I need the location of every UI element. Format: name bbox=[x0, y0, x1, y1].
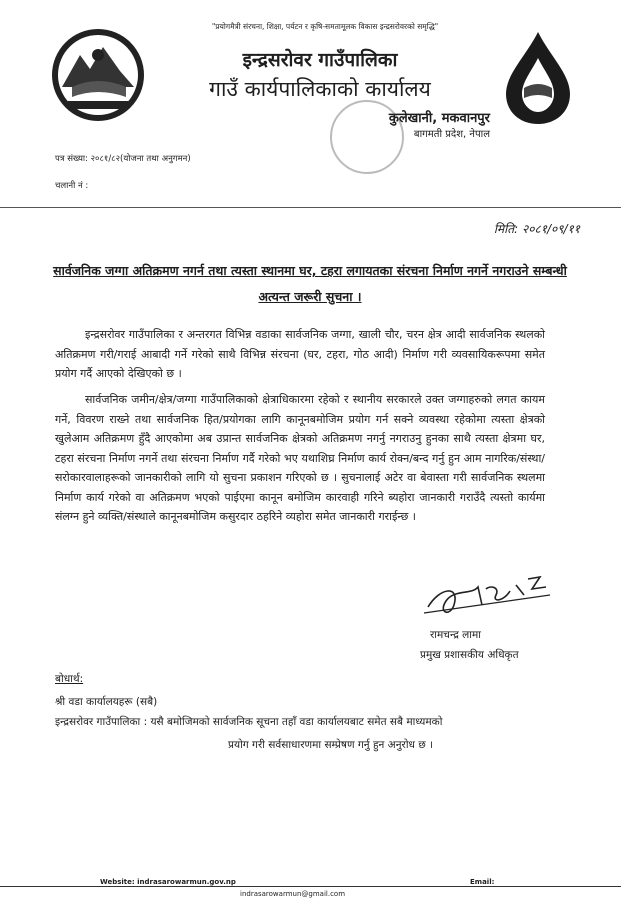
cc-line-3: प्रयोग गरी सर्वसाधारणमा सम्प्रेषण गर्नु हुन अनुरोध छ । bbox=[228, 739, 434, 751]
slogan: "प्रयोगमैत्री संरचना, शिक्षा, पर्यटन र कृषि-समतामूलक विकास इन्द्रसरोवरको समृद्धि" bbox=[211, 22, 439, 31]
body-paragraph-1: इन्द्रसरोवर गाउँपालिका र अन्तरगत विभिन्न वडाका सार्वजनिक जग्गा, खाली चौर, चरन क्षेत्र आदी सार्वजनिक स्थलको अतिक्रमण गरी/गराई आबादी गर्ने गरेको साथै विभिन्न संरचना (घर, टहरा, गोठ आदी) निर्माण गरी व्यवसायिकरूपमा समेत प्रयोग गर्दै आएको देखिएको छ । bbox=[55, 328, 545, 380]
cc-line-2: इन्द्रसरोवर गाउँपालिका : यसै बमोजिमको सार्वजनिक सूचना तहाँ वडा कार्यालयबाट समेत सबै माध्यमको bbox=[55, 716, 443, 728]
cc-label: बोधार्थ: bbox=[55, 673, 84, 685]
dispatch-number: चलानी नं : bbox=[55, 181, 89, 191]
address: कुलेखानी, मकवानपुर bbox=[388, 111, 490, 126]
province: बागमती प्रदेश, नेपाल bbox=[413, 129, 490, 140]
nepal-emblem-logo bbox=[48, 25, 148, 125]
header-divider bbox=[0, 207, 621, 208]
footer-website[interactable]: Website: indrasarowarmun.gov.np bbox=[100, 878, 236, 886]
footer-divider bbox=[0, 886, 621, 887]
reference-number: पत्र संख्या: २०८१/८२(योजना तथा अनुगमन) bbox=[55, 154, 191, 164]
letter-date: मिति: २०८१/०९/११ bbox=[493, 222, 580, 236]
signatory-name: रामचन्द्र लामा bbox=[430, 629, 481, 641]
office-name: गाउँ कार्यपालिकाको कार्यालय bbox=[209, 77, 431, 101]
notice-subject: सार्वजनिक जग्गा अतिक्रमण नगर्न तथा त्यस्ता स्थानमा घर, टहरा लगायतका संरचना निर्माण नगर्ने नगराउने सम्बन्धी अत्यन्त जरूरी सुचना । bbox=[53, 263, 567, 304]
footer-email-label: Email: bbox=[470, 878, 495, 886]
handwritten-signature bbox=[420, 565, 560, 629]
body-paragraph-2: सार्वजनिक जमीन/क्षेत्र/जग्गा गाउँपालिकाको क्षेत्राधिकारमा रहेको र स्थानीय सरकारले उक्त जग्गाहरुको लगत कायम गर्ने, विवरण राख्ने तथा सार्वजनिक हित/प्रयोगका लागि कानूनबमोजिम प्रयोग गर्न सक्ने व्यवस्था रहेकोमा त्यस्ता क्षेत्रको खुलेआम अतिक्रमण हुँदै आएकोमा अब उप्रान्त सार्वजनिक क्षेत्रको अतिक्रमण नगर्नु नगराउनु हुनका साथै त्यस्ता क्षेत्रमा घर, टहरा संरचना निर्माण नगर्ने तथा संरचना निर्माण गर्दै गरेको भए यथाशिघ्र निर्माण कार्य रोक्न/बन्द गर्नु हुन आम नागरिक/संस्था/सरोकारवालाहरूको जानकारीको लागि यो सुचना प्रकाशन गरिएको छ । सुचनालाई अटेर वा बेवास्ता गरी सार्वजनिक स्थलमा निर्माण कार्य गरेको वा अतिक्रमण भएको पाईएमा कानून बमोजिम कारवाही गरिने ब्यहोरा जानकारी गराउँदै त्यस्तो कार्यमा संलग्न हुने व्यक्ति/संस्थाले कानूनबमोजिम कसुरदार ठहरिने व्यहोरा समेत जानकारी गराईन्छ । bbox=[55, 393, 545, 523]
office-stamp bbox=[330, 100, 404, 174]
municipality-logo bbox=[488, 28, 588, 128]
municipality-name: इन्द्रसरोवर गाउँपालिका bbox=[242, 49, 398, 71]
footer-email[interactable]: indrasarowarmun@gmail.com bbox=[240, 890, 346, 898]
signatory-designation: प्रमुख प्रशासकीय अधिकृत bbox=[420, 649, 519, 661]
cc-line-1: श्री वडा कार्यालयहरू (सबै) bbox=[55, 696, 158, 708]
